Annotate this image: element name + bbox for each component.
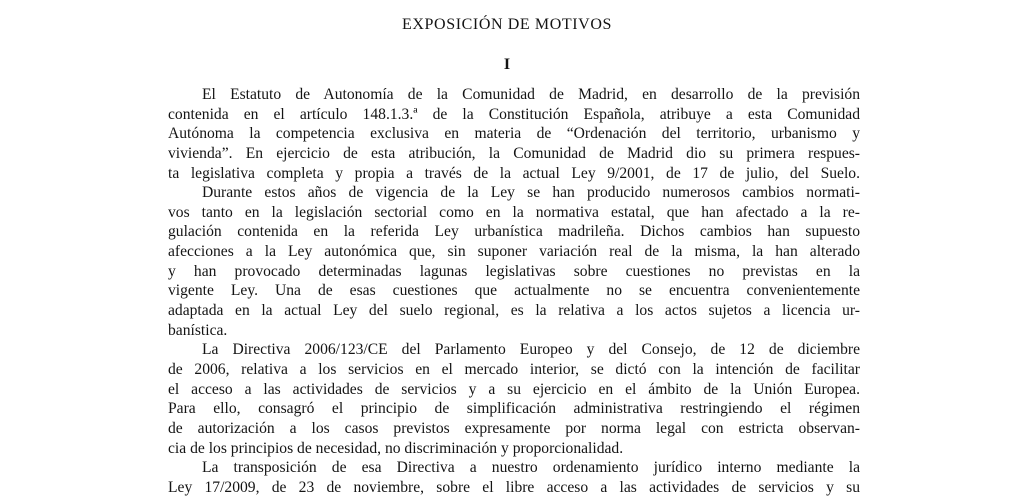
body-line: banística. <box>168 321 228 339</box>
document-body <box>168 85 860 497</box>
body-line: adaptada en la actual Ley del suelo regional, es la relativa a los actos sujetos a licencia ur- <box>168 302 860 320</box>
body-line: Para ello, consagró el principio de simplificación administrativa restringiendo el régimen <box>168 400 860 418</box>
body-line: Autónoma la competencia exclusiva en materia de “Ordenación del territorio, urbanismo y <box>168 125 860 143</box>
body-line: La transposición de esa Directiva a nuestro ordenamiento jurídico interno mediante la <box>202 459 860 477</box>
body-line: de 2006, relativa a los servicios en el mercado interior, se dictó con la intención de facilitar <box>168 360 860 378</box>
body-line: y han provocado determinadas lagunas legislativas sobre cuestiones no previstas en la <box>168 262 860 280</box>
body-line: vigente Ley. Una de esas cuestiones que actualmente no se encuentra convenientemente <box>168 282 860 300</box>
body-line: vivienda”. En ejercicio de esta atribución, la Comunidad de Madrid dio su primera respues- <box>168 144 860 162</box>
body-line: cia de los principios de necesidad, no discriminación y proporcionalidad. <box>168 439 624 457</box>
body-line: de autorización a los casos previstos expresamente por norma legal con estricta observan- <box>168 419 860 437</box>
body-line: Ley 17/2009, de 23 de noviembre, sobre el libre acceso a las actividades de servicios y su <box>168 478 860 496</box>
body-line: vos tanto en la legislación sectorial como en la normativa estatal, que han afectado a la re- <box>168 203 860 221</box>
body-line: El Estatuto de Autonomía de la Comunidad de Madrid, en desarrollo de la previsión <box>202 86 860 103</box>
body-line: contenida en el artículo 148.1.3.ª de la Constitución Española, atribuye a esta Comunidad <box>168 105 860 123</box>
body-line: ta legislativa completa y propia a través de la actual Ley 9/2001, de 17 de julio, del Suelo. <box>168 164 860 182</box>
body-line: Durante estos años de vigencia de la Ley se han producido numerosos cambios normati- <box>202 184 860 202</box>
body-line: afecciones a la Ley autonómica que, sin suponer variación real de la misma, la han alterado <box>168 243 860 261</box>
body-line: gulación contenida en la referida Ley urbanística madrileña. Dichos cambios han supuesto <box>168 223 860 241</box>
body-line: el acceso a las actividades de servicios y a su ejercicio en el ámbito de la Unión Europea. <box>168 380 860 398</box>
section-number: I <box>503 56 511 73</box>
document-heading: EXPOSICIÓN DE MOTIVOS <box>402 16 612 33</box>
body-line: La Directiva 2006/123/CE del Parlamento Europeo y del Consejo, de 12 de diciembre <box>202 341 860 359</box>
